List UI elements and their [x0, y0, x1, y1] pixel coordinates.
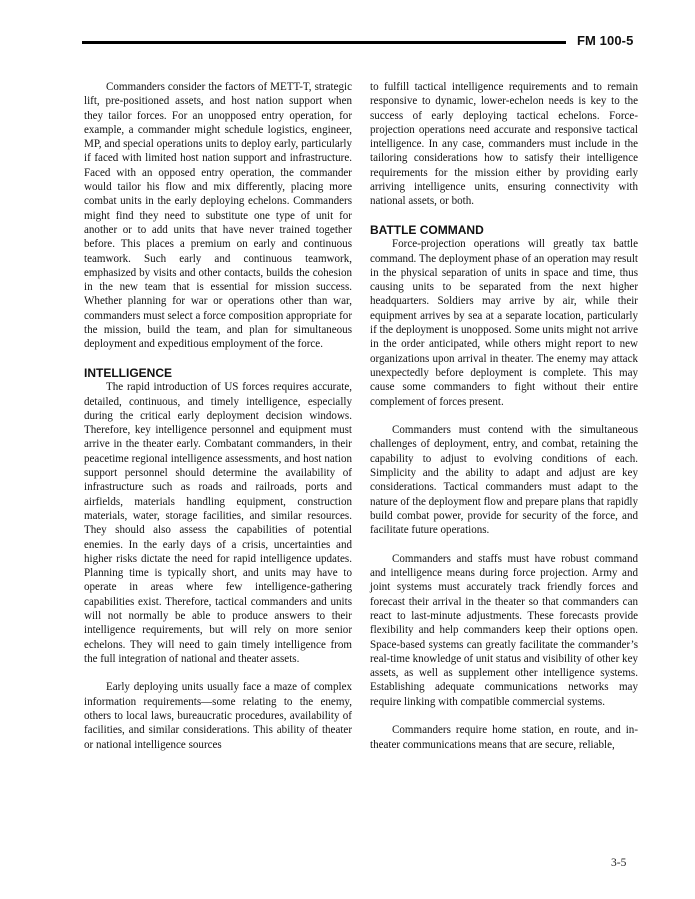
- header-rule: [82, 41, 566, 44]
- paragraph-early-deploying-units: Early deploying units usually face a maze of complex information requirements—some relating to the enemy, others to local laws, bureaucratic procedures, availability of facilities, and similar considerations. This ability of theater or national intelligence sources: [84, 681, 352, 751]
- paragraph-force-tailoring: Commanders consider the factors of METT-T, strategic lift, pre-positioned assets, and host nation support when they tailor forces. For an unopposed entry operation, for example, a commander might schedule logistics, engineer, MP, and special operations units to deploy early, particularly if faced with limited host nation support and infrastructure. Faced with an opposed entry operation, the commander would tailor his flow and mix differently, placing more combat units in the early deploying echelons. Commanders might find they need to substitute one type of unit for another or to add units that have never trained together before. This places a premium on early and continuous teamwork. Such early and continuous teamwork, emphasized by visits and other contacts, builds the cohesion in the new team that is essential for mission success. Whether planning for war or operations other than war, commanders must select a force composition appropriate for the mission, build the team, and plan for simultaneous deployment and expeditious employment of the force.: [84, 81, 352, 351]
- right-column: [370, 80, 638, 752]
- paragraph-simultaneous-challenges: Commanders must contend with the simultaneous challenges of deployment, entry, and combat, retaining the capability to adjust to evolving conditions of each. Simplicity and the ability to adapt and adjust are key considerations. Tactical commanders must adapt to the nature of the deployment flow and prepare plans that rapidly build combat power, provide for security of the force, and facilitate future operations.: [370, 424, 638, 537]
- paragraph-intelligence-intro: The rapid introduction of US forces requires accurate, detailed, continuous, and timely intelligence, especially during the critical early deployment decision windows. Therefore, key intelligence personnel and equipment must arrive in the theater early. Combatant commanders, in their peacetime regional intelligence assessments, and host nation support personnel should determine the availability of infrastructure such as roads and railroads, ports and airfields, materials handling equipment, construction materials, water, storage facilities, and similar resources. They should also assess the capabilities of potential enemies. In the early days of a crisis, uncertainties and higher risks dictate the need for rapid intelligence updates. Planning time is typically short, and units may have to operate in areas where few intelligence-gathering capabilities exist. Therefore, tactical commanders and units will not normally be able to produce answers to their intelligence requirements, but will rely on more senior echelons. They will need to gain timely intelligence from the full integration of national and theater assets.: [84, 381, 352, 665]
- section-heading-intelligence: INTELLIGENCE: [84, 365, 173, 380]
- paragraph-battle-command-intro: Force-projection operations will greatly tax battle command. The deployment phase of an operation may result in the physical separation of units in space and time, thus causing units to be separated from the next higher headquarters. Soldiers may arrive by air, while their equipment arrives by sea at a separate location, particularly if the deployment is unopposed. Some units might not arrive in the order anticipated, while others might report to new organizations upon arrival in theater. The enemy may attack unexpectedly before deployment is complete. This may cause some commanders to fight without their entire complement of forces present.: [370, 238, 638, 408]
- section-heading-battle-command: BATTLE COMMAND: [370, 222, 484, 237]
- paragraph-intelligence-continued: to fulfill tactical intelligence requirements and to remain responsive to dynamic, lower-echelon needs is key to the success of early deploying tactical echelons. Force-projection operations need accurate and responsive tactical intelligence. In any case, commanders must include in the tailoring considerations how to satisfy their intelligence requirements for the mission either by providing early arriving intelligence units, ensuring connectivity with national assets, or both.: [370, 81, 638, 208]
- left-column: [84, 80, 352, 752]
- page-number: 3-5: [611, 857, 627, 869]
- document-title: FM 100-5: [577, 33, 634, 48]
- paragraph-command-means: Commanders and staffs must have robust command and intelligence means during force projection. Army and joint systems must accurately track friendly forces and forecast their arrival in the theater so that commanders can react to last-minute adjustments. These forecasts provide flexibility and help commanders keep their options open. Space-based systems can greatly facilitate the commander’s real-time knowledge of unit status and visibility of other key assets, as well as supplement other intelligence systems. Establishing adequate communications networks may require linking with compatible commercial systems.: [370, 552, 638, 708]
- paragraph-communications: Commanders require home station, en route, and in-theater communications means that are secure, reliable,: [370, 724, 638, 751]
